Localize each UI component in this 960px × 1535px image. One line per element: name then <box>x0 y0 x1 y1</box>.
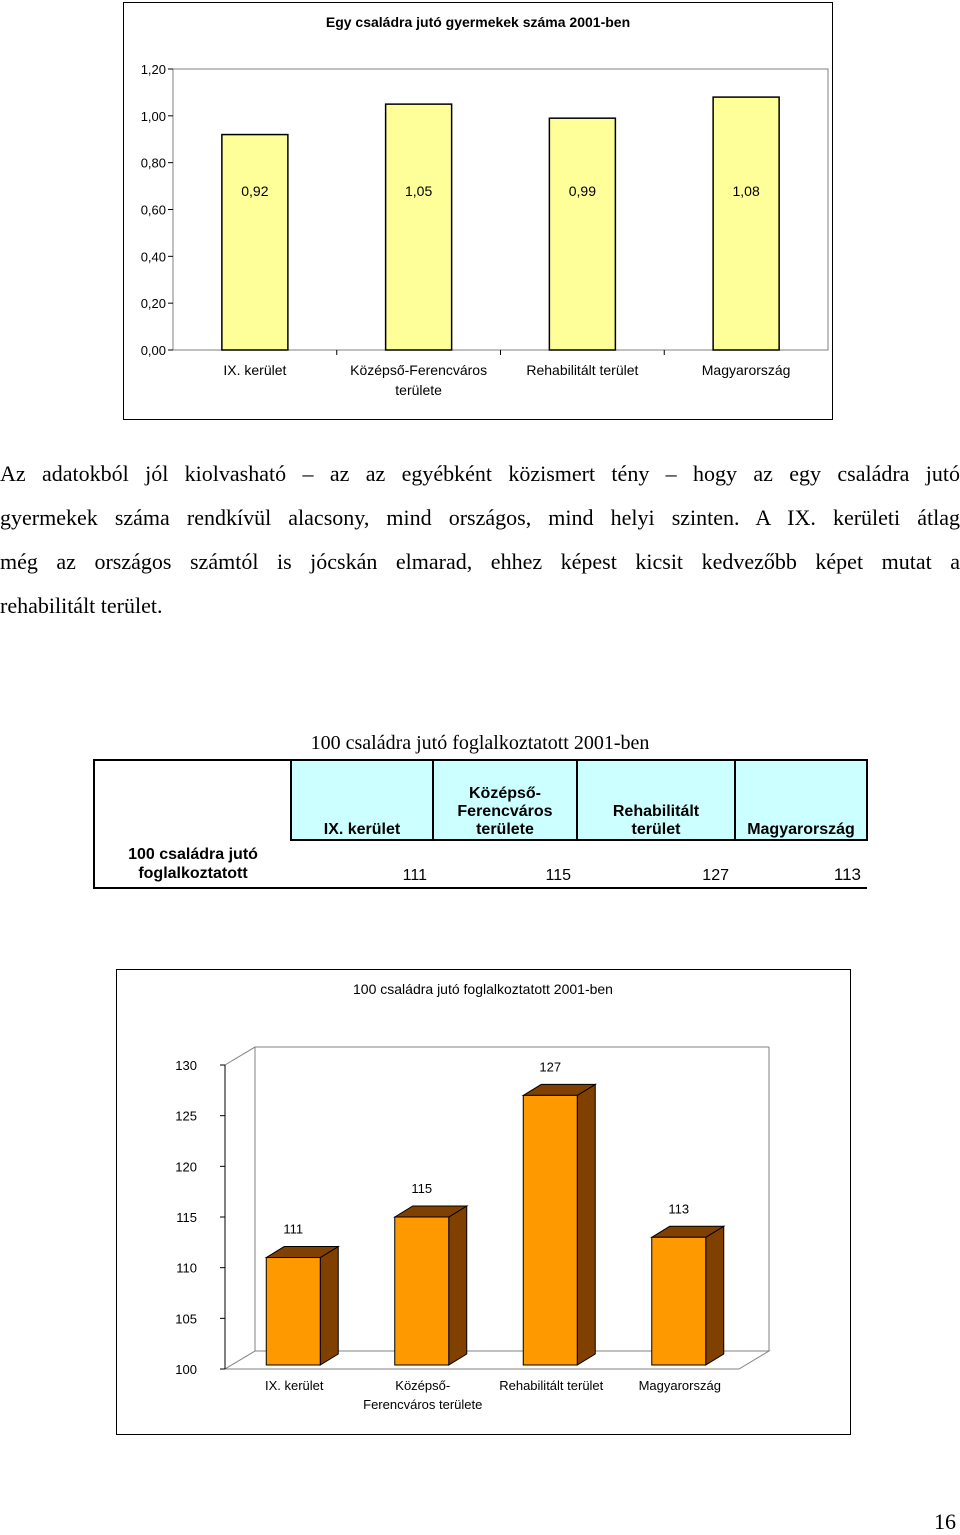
table-cell: 111 <box>291 840 433 888</box>
chart-title: 100 családra jutó foglalkoztatott 2001-ben <box>353 981 613 997</box>
employment-chart-svg <box>117 970 850 1434</box>
table-header-row <box>94 760 867 840</box>
bar-side <box>449 1206 467 1365</box>
y-tick-label: 130 <box>175 1058 197 1073</box>
y-tick-label: 0,80 <box>140 155 166 171</box>
paragraph-line: Az adatokból jól kiolvasható – az az egyébként közismert tény – hogy az egy családra jutó <box>0 461 960 486</box>
x-tick-label: Magyarország <box>701 362 791 378</box>
table-row <box>94 840 867 888</box>
data-label: 1,05 <box>405 183 433 199</box>
x-tick-label: Rehabilitált terület <box>526 362 639 378</box>
table-header-cell <box>291 760 433 840</box>
table-row-label <box>94 840 291 888</box>
x-tick-label: IX. kerület <box>223 362 287 378</box>
chart-title: Egy családra jutó gyermekek száma 2001-ben <box>325 14 631 30</box>
data-label: 127 <box>539 1059 562 1075</box>
children-per-family-chart <box>123 2 833 420</box>
bar <box>523 1095 577 1365</box>
table-cell: 127 <box>577 840 735 888</box>
bar <box>386 104 452 350</box>
data-label: 111 <box>283 1221 304 1237</box>
table-corner-cell <box>94 760 291 840</box>
table-cell: 115 <box>433 840 577 888</box>
table-header-label: Rehabilitált terület <box>612 803 700 838</box>
body-paragraph <box>0 452 960 628</box>
bar <box>713 97 779 350</box>
page-number: 16 <box>934 1509 956 1534</box>
y-tick-label: 1,20 <box>140 62 166 77</box>
y-tick-label: 0,40 <box>140 249 166 265</box>
y-tick-label: 105 <box>175 1311 197 1327</box>
y-tick-label: 100 <box>175 1362 197 1377</box>
bar <box>549 118 615 350</box>
y-tick-label: 1,00 <box>140 108 166 124</box>
y-tick-label: 115 <box>176 1210 197 1225</box>
paragraph-line: rehabilitált terület. <box>0 593 163 618</box>
bar <box>222 135 288 350</box>
bar-side <box>706 1226 724 1365</box>
data-label: 113 <box>668 1201 690 1217</box>
y-tick-label: 125 <box>175 1108 197 1124</box>
employment-chart <box>116 969 851 1435</box>
x-tick-label: Magyarország <box>638 1378 721 1393</box>
paragraph-line: gyermekek száma rendkívül alacsony, mind országos, mind helyi szinten. A IX. kerületi átlag <box>0 505 960 530</box>
table-cell: 113 <box>735 840 867 888</box>
x-tick-label: IX. kerület <box>264 1378 324 1393</box>
bar <box>266 1258 320 1365</box>
table-header-cell <box>433 760 577 840</box>
table-header-cell <box>577 760 735 840</box>
y-tick-label: 110 <box>176 1260 197 1276</box>
table-row-label-text: 100 családra jutó foglalkoztatott <box>128 845 258 882</box>
table-header-label: IX. kerület <box>323 821 401 838</box>
table-header-label: Középső- Ferencváros területe <box>457 785 553 838</box>
x-tick-label: Középső- <box>395 1378 451 1393</box>
y-tick-label: 0,00 <box>140 343 166 358</box>
employment-table <box>93 759 868 889</box>
bar-side <box>320 1247 338 1365</box>
bar <box>395 1217 449 1365</box>
data-label: 1,08 <box>732 183 760 199</box>
data-label: 0,92 <box>241 183 269 199</box>
children-per-family-chart-svg <box>124 3 832 419</box>
x-tick-label: Középső-Ferencváros <box>350 362 488 378</box>
data-label: 0,99 <box>568 183 596 199</box>
table-title: 100 családra jutó foglalkoztatott 2001-ben <box>310 732 650 754</box>
y-tick-label: 0,20 <box>140 296 166 312</box>
y-tick-label: 0,60 <box>140 202 166 218</box>
paragraph-line: még az országos számtól is jócskán elmarad, ehhez képest kicsit kedvezőbb képet mutat a <box>0 549 960 574</box>
data-label: 115 <box>411 1181 433 1196</box>
table-header-label: Magyarország <box>747 821 855 838</box>
bar <box>652 1237 706 1365</box>
x-tick-label: Ferencváros területe <box>363 1397 483 1412</box>
table-header-cell <box>735 760 867 840</box>
x-tick-label: Rehabilitált terület <box>499 1378 604 1393</box>
bar-side <box>577 1084 595 1365</box>
x-tick-label: területe <box>395 382 442 398</box>
y-tick-label: 120 <box>175 1159 197 1175</box>
